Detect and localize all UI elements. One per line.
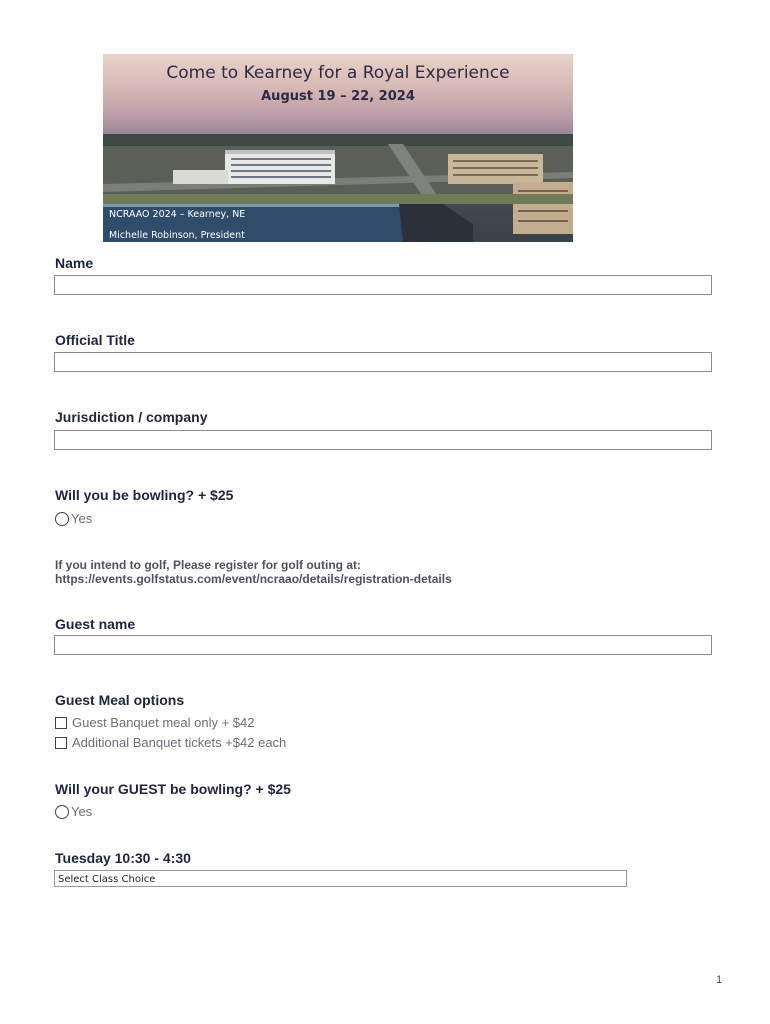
name-label: Name	[55, 255, 94, 271]
bowling-yes-option[interactable]	[55, 511, 92, 526]
meal-option-additional-checkbox[interactable]	[55, 737, 67, 749]
bowling-yes-radio[interactable]	[55, 512, 69, 526]
banner-president-line: Michelle Robinson, President	[109, 230, 245, 241]
guest-bowling-label: Will your GUEST be bowling? + $25	[55, 781, 291, 797]
guest-bowling-yes-radio[interactable]	[55, 805, 69, 819]
tuesday-session-label: Tuesday 10:30 - 4:30	[55, 850, 191, 866]
official-title-label: Official Title	[55, 332, 135, 348]
meal-option-banquet[interactable]	[55, 715, 254, 730]
guest-bowling-yes-option[interactable]	[55, 804, 92, 819]
bowling-label: Will you be bowling? + $25	[55, 487, 234, 503]
banner-event-line: NCRAAO 2024 – Kearney, NE	[109, 209, 246, 220]
guest-meal-label: Guest Meal options	[55, 692, 185, 708]
meal-option-additional-label: Additional Banquet tickets +$42 each	[72, 735, 287, 750]
guest-name-label: Guest name	[55, 616, 136, 632]
meal-option-additional[interactable]	[55, 735, 286, 750]
bowling-yes-label: Yes	[71, 511, 93, 526]
official-title-field[interactable]	[54, 352, 712, 372]
golf-note-url: https://events.golfstatus.com/event/ncraao/details/registration-details	[55, 572, 452, 586]
golf-note-line1: If you intend to golf, Please register for golf outing at:	[55, 558, 362, 572]
class-choice-select[interactable]: Select Class Choice	[54, 870, 627, 887]
page-number: 1	[716, 974, 723, 986]
meal-option-banquet-label: Guest Banquet meal only + $42	[72, 715, 255, 730]
header-banner-photo	[103, 54, 573, 242]
jurisdiction-label: Jurisdiction / company	[55, 409, 208, 425]
meal-option-banquet-checkbox[interactable]	[55, 717, 67, 729]
name-field[interactable]	[54, 275, 712, 295]
jurisdiction-field[interactable]	[54, 430, 712, 450]
guest-name-field[interactable]	[54, 635, 712, 655]
banner-title: Come to Kearney for a Royal Experience	[166, 63, 510, 83]
guest-bowling-yes-label: Yes	[71, 804, 93, 819]
banner-date: August 19 – 22, 2024	[261, 89, 415, 104]
